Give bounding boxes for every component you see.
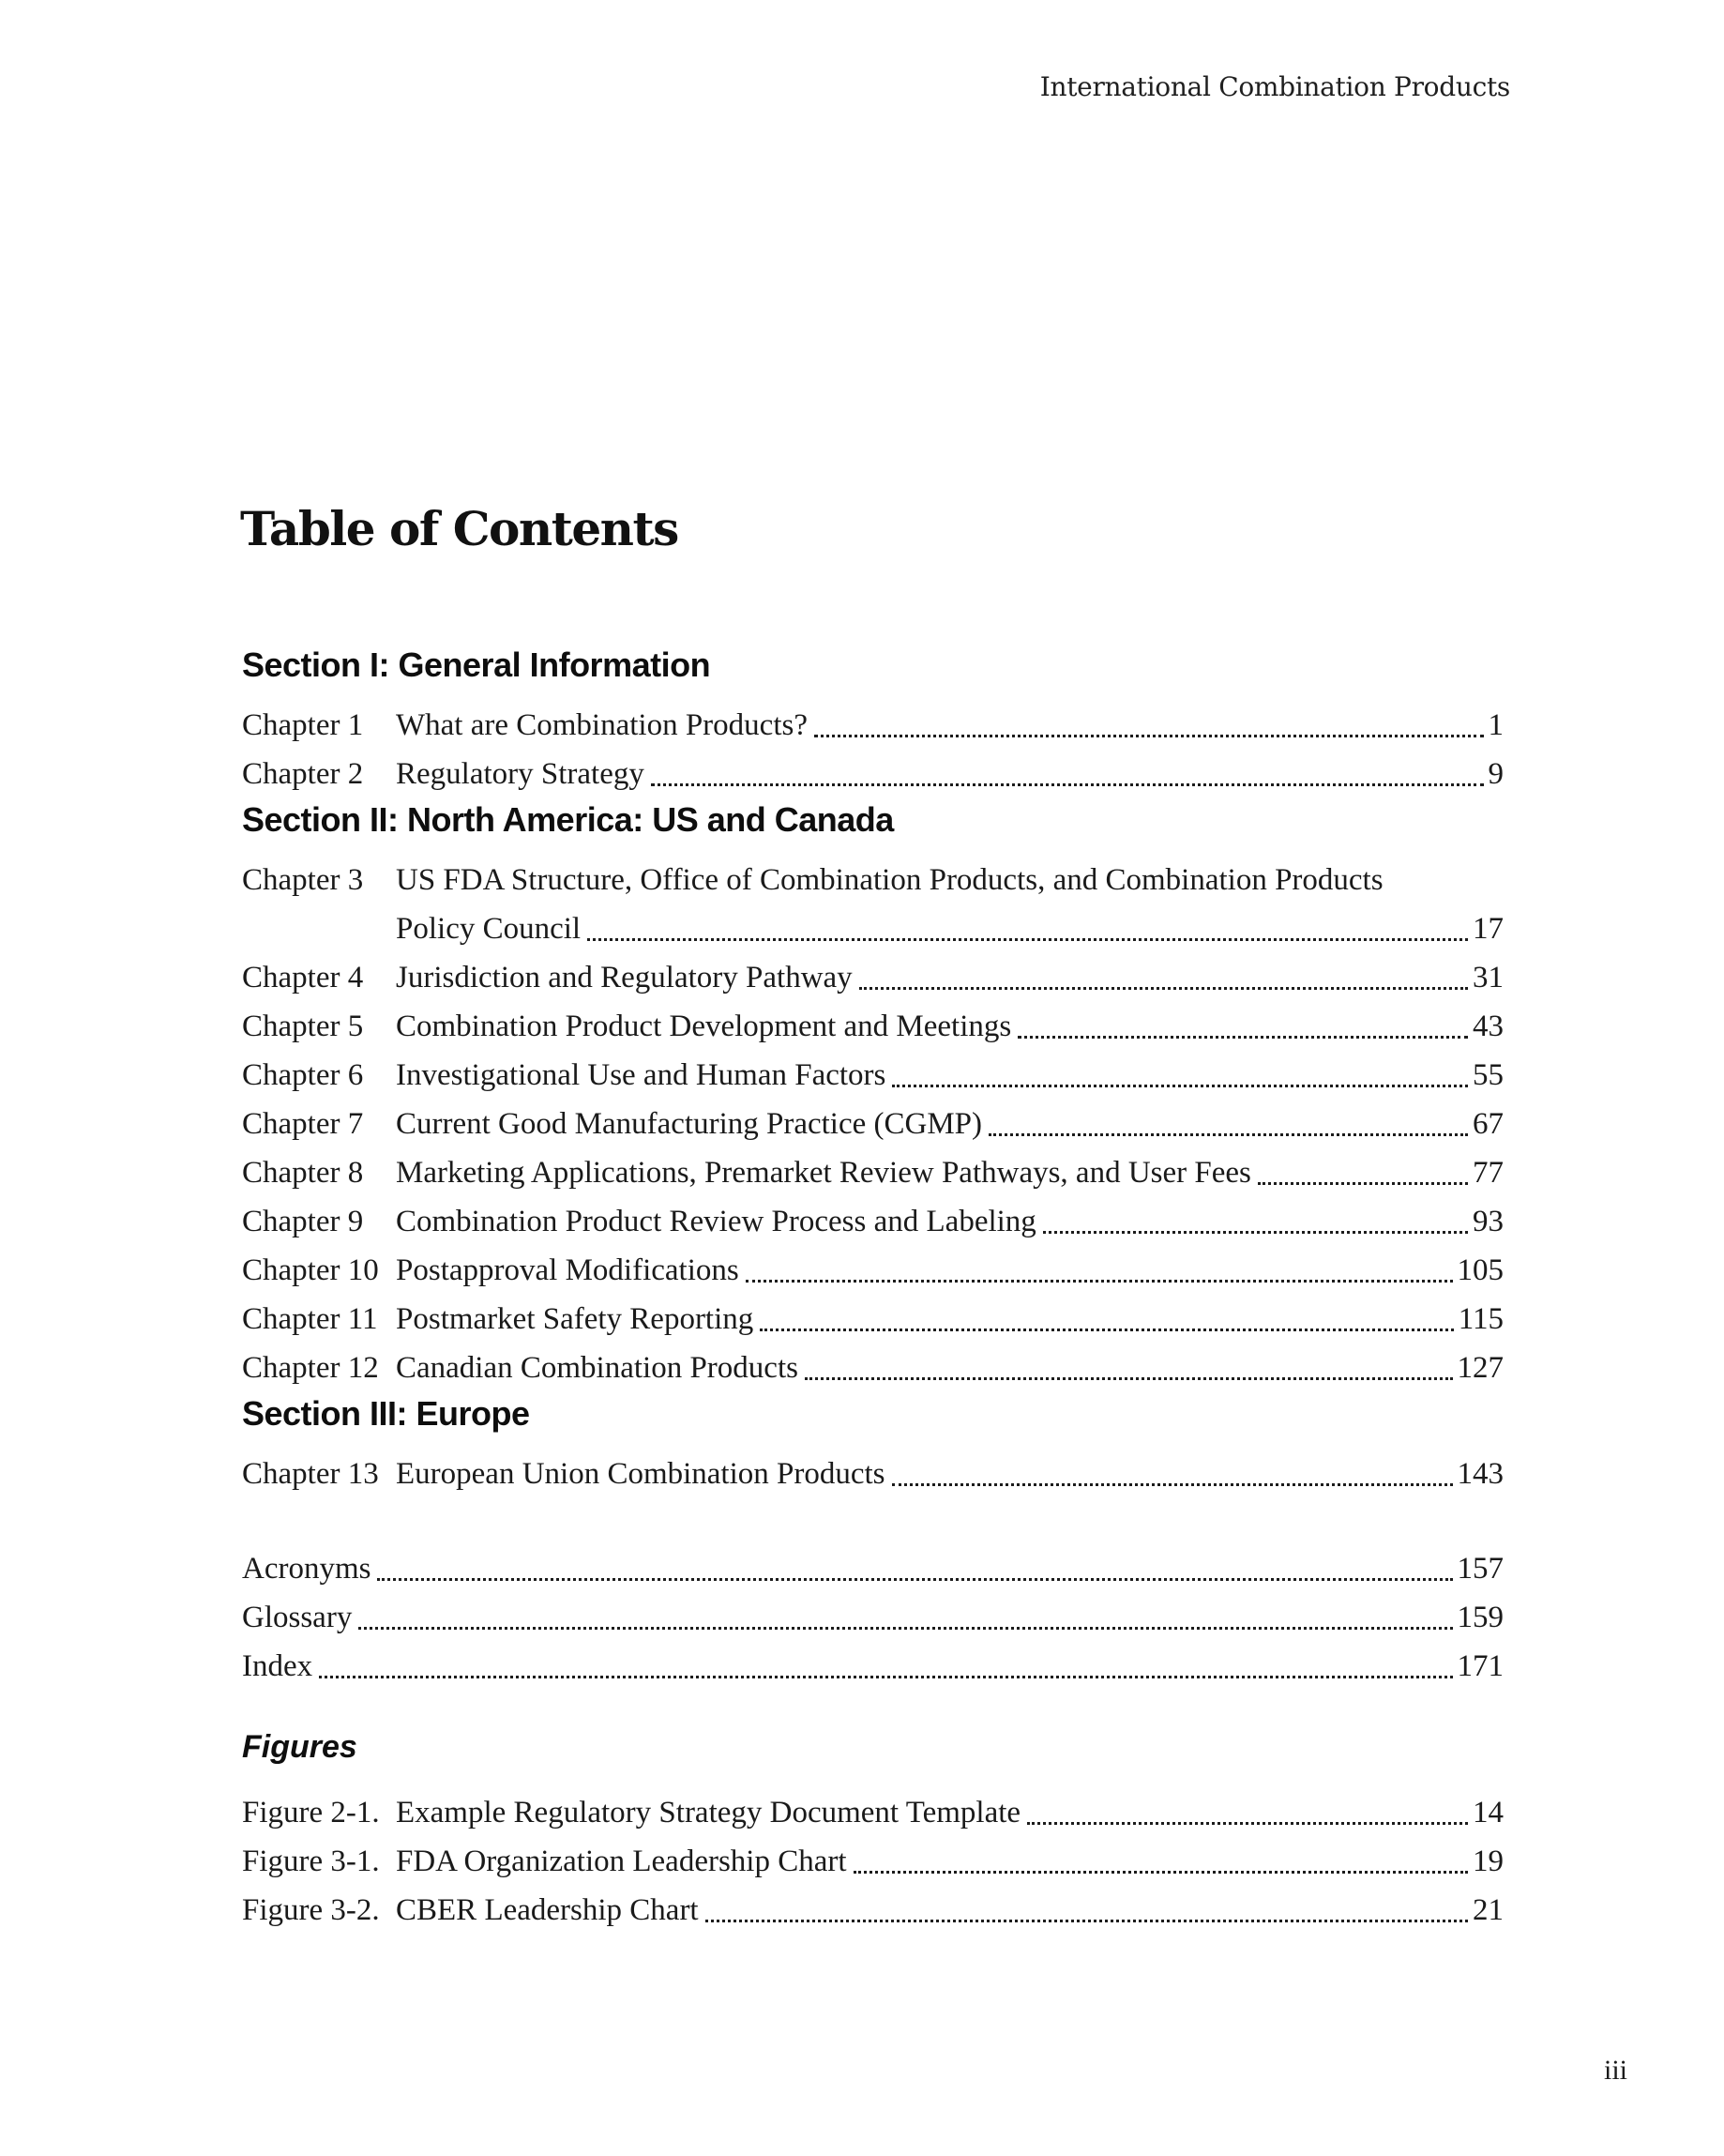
toc-body xyxy=(242,644,1504,1935)
chapter-title: Jurisdiction and Regulatory Pathway xyxy=(396,961,853,994)
chapter-label-spacer xyxy=(242,904,396,953)
page-number: 19 xyxy=(1473,1845,1504,1878)
toc-entry[interactable] xyxy=(242,1197,1504,1246)
toc-entry[interactable] xyxy=(242,1246,1504,1295)
chapter-label: Chapter 9 xyxy=(242,1205,364,1238)
chapter-title: Postapproval Modifications xyxy=(396,1253,739,1287)
dot-leader xyxy=(854,1837,1468,1874)
toc-entry[interactable] xyxy=(242,953,1504,1002)
backmatter-title: Glossary xyxy=(242,1601,353,1634)
figure-title: Example Regulatory Strategy Document Template xyxy=(396,1796,1021,1830)
section-2-entries xyxy=(242,856,1504,1392)
dot-leader xyxy=(892,1051,1468,1087)
dot-leader xyxy=(814,701,1484,737)
toc-entry-continuation[interactable] xyxy=(242,904,1504,953)
figure-entry[interactable] xyxy=(242,1886,1504,1935)
figures-entries xyxy=(242,1788,1504,1935)
figure-title: FDA Organization Leadership Chart xyxy=(396,1845,847,1878)
chapter-title: US FDA Structure, Office of Combination Products, and Combination Products xyxy=(396,863,1384,897)
page-number: 105 xyxy=(1457,1253,1504,1287)
section-heading-1: Section I: General Information xyxy=(242,645,711,684)
section-3-entries xyxy=(242,1450,1504,1498)
chapter-label: Chapter 2 xyxy=(242,757,364,791)
chapter-title: Marketing Applications, Premarket Review Pathways, and User Fees xyxy=(396,1156,1251,1190)
chapter-title-line2: Policy Council xyxy=(396,912,582,946)
chapter-label: Chapter 6 xyxy=(242,1058,364,1092)
chapter-title: Combination Product Review Process and Labeling xyxy=(396,1205,1036,1238)
toc-entry[interactable] xyxy=(242,1051,1504,1100)
chapter-title: Regulatory Strategy xyxy=(396,757,644,791)
dot-leader xyxy=(892,1450,1453,1486)
page-number: 127 xyxy=(1457,1351,1504,1385)
page-number: 43 xyxy=(1473,1010,1504,1043)
dot-leader xyxy=(1043,1197,1468,1234)
section-1-entries xyxy=(242,701,1504,798)
figure-label: Figure 2-1. xyxy=(242,1796,380,1830)
page-number: 77 xyxy=(1473,1156,1504,1190)
backmatter-title: Acronyms xyxy=(242,1552,371,1586)
page-number: 171 xyxy=(1457,1649,1504,1683)
dot-leader xyxy=(587,904,1468,941)
page-number: 55 xyxy=(1473,1058,1504,1092)
chapter-title: Canadian Combination Products xyxy=(396,1351,798,1385)
figures-heading: Figures xyxy=(242,1729,357,1765)
toc-entry[interactable] xyxy=(242,701,1504,750)
page-number: 14 xyxy=(1473,1796,1504,1830)
dot-leader xyxy=(705,1886,1468,1922)
back-matter xyxy=(242,1544,1504,1691)
dot-leader xyxy=(805,1344,1453,1380)
dot-leader xyxy=(651,750,1484,786)
page-number: 17 xyxy=(1473,912,1504,946)
chapter-label: Chapter 10 xyxy=(242,1253,379,1287)
figure-label: Figure 3-2. xyxy=(242,1893,380,1927)
chapter-label: Chapter 5 xyxy=(242,1010,364,1043)
chapter-label: Chapter 7 xyxy=(242,1107,364,1141)
page-number: 159 xyxy=(1457,1601,1504,1634)
toc-entry[interactable] xyxy=(242,1642,1504,1691)
toc-entry[interactable] xyxy=(242,1148,1504,1197)
chapter-title: What are Combination Products? xyxy=(396,708,808,742)
chapter-label: Chapter 12 xyxy=(242,1351,379,1385)
page-number: 157 xyxy=(1457,1552,1504,1586)
dot-leader xyxy=(746,1246,1453,1283)
page-number: 143 xyxy=(1457,1457,1504,1491)
toc-entry[interactable] xyxy=(242,1002,1504,1051)
page-number: 115 xyxy=(1458,1302,1504,1336)
figure-label: Figure 3-1. xyxy=(242,1845,380,1878)
dot-leader xyxy=(1018,1002,1468,1039)
dot-leader xyxy=(989,1100,1468,1136)
toc-entry[interactable] xyxy=(242,1295,1504,1344)
dot-leader xyxy=(358,1593,1452,1630)
page-title: Table of Contents xyxy=(240,500,678,556)
page-number: 9 xyxy=(1488,757,1504,791)
dot-leader xyxy=(319,1642,1452,1678)
page-number: 67 xyxy=(1473,1107,1504,1141)
chapter-label: Chapter 13 xyxy=(242,1457,379,1491)
toc-entry[interactable] xyxy=(242,1344,1504,1392)
page-number: 21 xyxy=(1473,1893,1504,1927)
chapter-label: Chapter 8 xyxy=(242,1156,364,1190)
chapter-title: Postmarket Safety Reporting xyxy=(396,1302,754,1336)
chapter-title: Investigational Use and Human Factors xyxy=(396,1058,886,1092)
running-header: International Combination Products xyxy=(1039,71,1510,102)
dot-leader xyxy=(859,953,1468,990)
chapter-title: Combination Product Development and Meetings xyxy=(396,1010,1012,1043)
figure-title: CBER Leadership Chart xyxy=(396,1893,699,1927)
toc-entry[interactable] xyxy=(242,1593,1504,1642)
dot-leader xyxy=(377,1544,1452,1581)
toc-entry[interactable] xyxy=(242,1544,1504,1593)
section-heading-2: Section II: North America: US and Canada xyxy=(242,800,894,839)
page-number: 1 xyxy=(1488,708,1504,742)
toc-entry[interactable] xyxy=(242,1100,1504,1148)
figure-entry[interactable] xyxy=(242,1837,1504,1886)
page-number: 31 xyxy=(1473,961,1504,994)
figure-entry[interactable] xyxy=(242,1788,1504,1837)
folio-page-number: iii xyxy=(1603,2055,1627,2086)
backmatter-title: Index xyxy=(242,1649,313,1683)
toc-entry[interactable] xyxy=(242,750,1504,798)
chapter-label: Chapter 3 xyxy=(242,863,364,897)
page-number: 93 xyxy=(1473,1205,1504,1238)
chapter-title: European Union Combination Products xyxy=(396,1457,885,1491)
chapter-label: Chapter 4 xyxy=(242,961,364,994)
toc-entry[interactable] xyxy=(242,856,1504,904)
toc-entry[interactable] xyxy=(242,1450,1504,1498)
dot-leader xyxy=(760,1295,1453,1331)
dot-leader xyxy=(1027,1788,1468,1825)
chapter-label: Chapter 1 xyxy=(242,708,364,742)
chapter-title: Current Good Manufacturing Practice (CGMP) xyxy=(396,1107,983,1141)
chapter-label: Chapter 11 xyxy=(242,1302,378,1336)
section-heading-3: Section III: Europe xyxy=(242,1394,530,1433)
dot-leader xyxy=(1258,1148,1468,1185)
